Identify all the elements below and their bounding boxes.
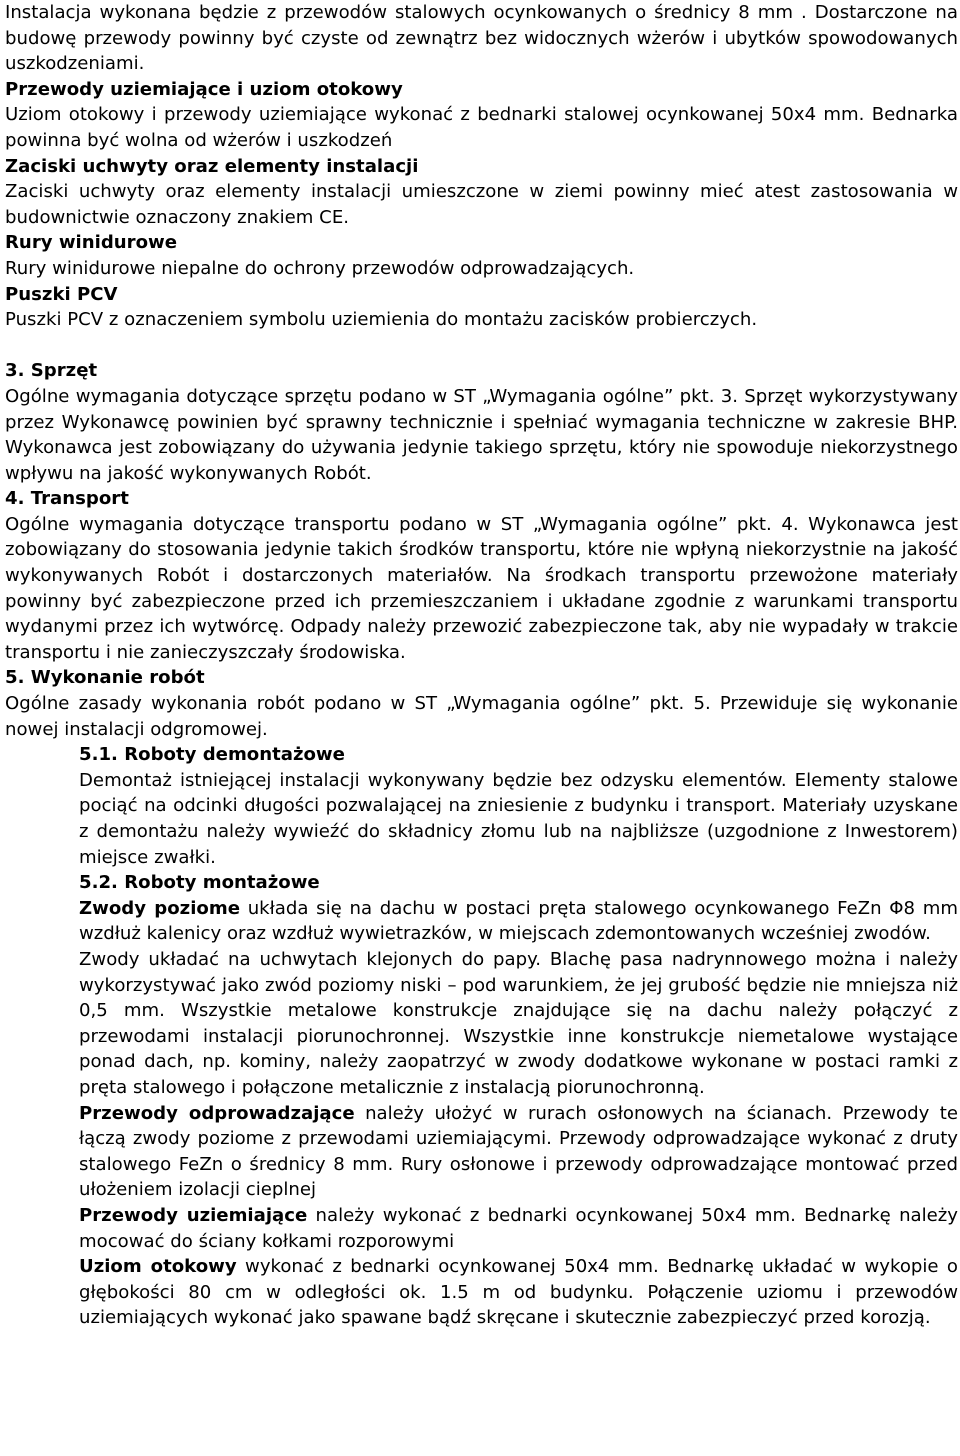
paragraph-rury: Rury winidurowe niepalne do ochrony przewodów odprowadzających. <box>5 257 635 279</box>
heading-przewody-uziemiajace: Przewody uziemiające i uziom otokowy <box>5 78 403 100</box>
heading-roboty-montazowe: 5.2. Roboty montażowe <box>79 872 320 894</box>
heading-transport: 4. Transport <box>5 488 129 510</box>
paragraph-przewody-odprowadzajace: Przewody odprowadzające należy ułożyć w rurach osłonowych na ścianach. Przewody te łączą zwody poziome z przewodami uziemiającymi. Przewody odprowadzające wykonać z druty stalowego FeZn o średnicy 8 mm. Rury osłonowe i przewody odprowadzające montować przed ułożeniem izolacji cieplnej <box>79 1102 958 1201</box>
heading-puszki: Puszki PCV <box>5 283 118 305</box>
heading-zaciski: Zaciski uchwyty oraz elementy instalacji <box>5 155 419 177</box>
spacer <box>5 333 958 359</box>
heading-sprzet: 3. Sprzęt <box>5 360 98 382</box>
paragraph-przewody-uziemiajace: Przewody uziemiające należy wykonać z bednarki ocynkowanej 50x4 mm. Bednarkę należy mocować do ściany kołkami rozporowymi <box>79 1204 958 1252</box>
paragraph-zwody-poziome: Zwody poziome układa się na dachu w postaci pręta stalowego ocynkowanego FeZn Φ8 mm wzdłuż kalenicy oraz wzdłuż wywietrazków, w miejscach zdemontowanych wcześniej zwodów. <box>79 897 958 945</box>
heading-rury: Rury winidurowe <box>5 232 178 254</box>
paragraph-puszki: Puszki PCV z oznaczeniem symbolu uziemienia do montażu zacisków probierczych. <box>5 309 758 331</box>
paragraph-sprzet: Ogólne wymagania dotyczące sprzętu podano w ST „Wymagania ogólne” pkt. 3. Sprzęt wykorzystywany przez Wykonawcę powinien być sprawny technicznie i spełniać wymagania techniczne w zakresie BHP. Wykonawca jest zobowiązany do używania jedynie takiego sprzętu, który nie spowoduje niekorzystnego wpływu na jakość wykonywanych Robót. <box>5 385 958 484</box>
heading-roboty-demontazowe: 5.1. Roboty demontażowe <box>79 744 345 766</box>
paragraph-wykonanie: Ogólne zasady wykonania robót podano w ST „Wymagania ogólne” pkt. 5. Przewiduje się wykonanie nowej instalacji odgromowej. <box>5 693 958 740</box>
paragraph-uziom-otokowy: Uziom otokowy wykonać z bednarki ocynkowanej 50x4 mm. Bednarkę układać w wykopie o głębokości 80 cm w odległości ok. 1.5 m od budynku. Połączenie uziomu i przewodów uziemiających wykonać jako spawane bądź skręcane i skutecznie zabezpieczyć przed korozją. <box>79 1256 958 1329</box>
paragraph-zwody-uchwyty: Zwody układać na uchwytach klejonych do papy. Blachę pasa nadrynnowego można i należy wykorzystywać jako zwód poziomy niski – pod warunkiem, że jej grubość będzie nie mniejsza niż 0,5 mm. Wszystkie metalowe konstrukcje znajdujące się na dachu należy połączyć z przewodami instalacji piorunochronnej. Wszystkie inne konstrukcje niemetalowe wystające ponad dach, np. kominy, należy zaopatrzyć w zwody dodatkowe wykonane w postaci ramki z pręta stalowego i połączone metalicznie z instalacją piorunochronną. <box>79 948 958 1098</box>
paragraph-transport: Ogólne wymagania dotyczące transportu podano w ST „Wymagania ogólne” pkt. 4. Wykonawca jest zobowiązany do stosowania jedynie takich środków transportu, które nie wpłyną niekorzystnie na jakość wykonywanych Robót i dostarczonych materiałów. Na środkach transportu przewożone materiały powinny być zabezpieczone przed ich przemieszczaniem i układane zgodnie z warunkami transportu wydanymi przez ich wytwórcę. Odpady należy przewozić zabezpieczone tak, aby nie wypadały w trakcie transportu i nie zanieczyszczały środowiska. <box>5 513 958 663</box>
paragraph-przewody: Instalacja wykonana będzie z przewodów stalowych ocynkowanych o średnicy 8 mm . Dostarczone na budowę przewody powinny być czyste od zewnątrz bez widocznych wżerów i ubytków spowodowanych uszkodzeniami. <box>5 2 958 75</box>
paragraph-zaciski: Zaciski uchwyty oraz elementy instalacji umieszczone w ziemi powinny mieć atest zastosowania w budownictwie oznaczony znakiem CE. <box>5 181 958 228</box>
heading-wykonanie: 5. Wykonanie robót <box>5 667 205 689</box>
paragraph-uziom: Uziom otokowy i przewody uziemiające wykonać z bednarki stalowej ocynkowanej 50x4 mm. Bednarka powinna być wolna od wżerów i uszkodzeń <box>5 104 958 151</box>
paragraph-demontaz: Demontaż istniejącej instalacji wykonywany będzie bez odzysku elementów. Elementy stalowe pociąć na odcinki długości pozwalającej na zniesienie z budynku i transport. Materiały uzyskane z demontażu należy wywieźć do składnicy złomu lub na najbliższe (uzgodnione z Inwestorem) miejsce zwałki. <box>79 769 958 868</box>
